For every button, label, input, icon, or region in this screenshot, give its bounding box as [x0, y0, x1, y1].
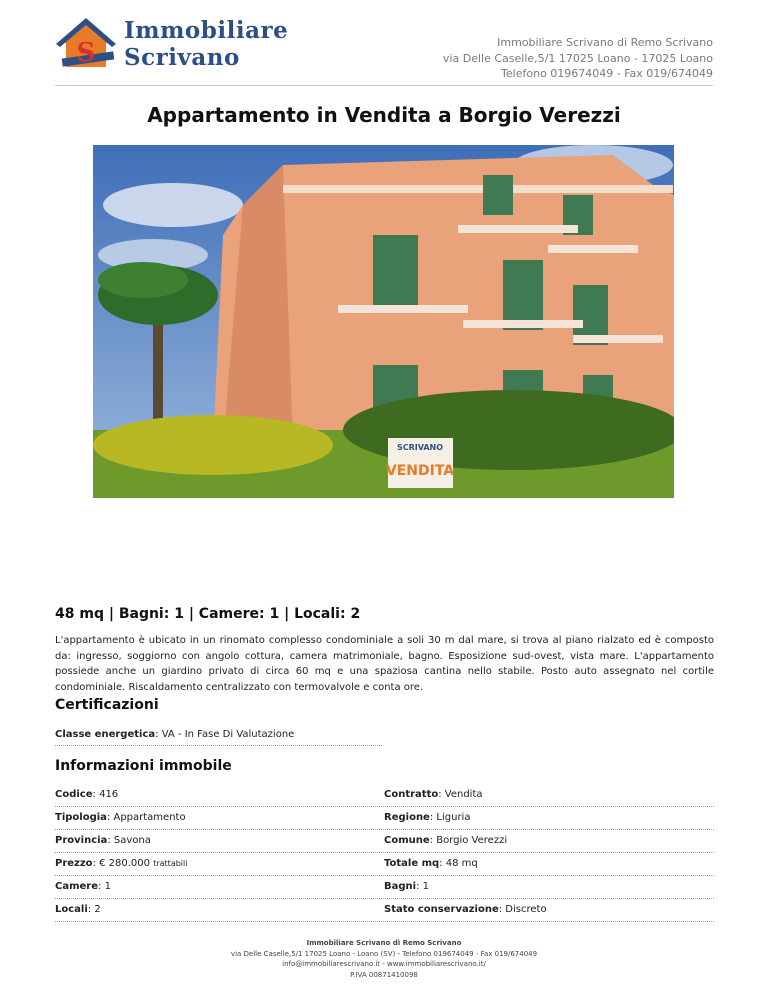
camere-row: Camere: 1: [55, 881, 111, 892]
footer-address: via Delle Caselle,5/1 17025 Loano - Loano (SV) - Telefono 019674049 - Fax 019/674049: [230, 949, 538, 958]
contratto-row: Contratto: Vendita: [384, 789, 483, 800]
locali-row: Locali: 2: [55, 904, 101, 915]
page-footer: [0, 938, 768, 980]
logo-house-icon: [56, 17, 118, 75]
page-title: Appartamento in Vendita a Borgio Verezzi: [147, 103, 621, 127]
totale-mq-row: Totale mq: 48 mq: [384, 858, 478, 869]
logo-text-line1: Immobiliare: [124, 17, 289, 44]
regione-row: Regione: Liguria: [384, 812, 471, 823]
classe-energetica-value: VA - In Fase Di Valutazione: [161, 729, 295, 740]
certificazioni-heading: Certificazioni: [55, 697, 159, 713]
property-photo: [93, 145, 674, 498]
dotted-divider: [55, 745, 382, 746]
tipologia-row: Tipologia: Appartamento: [55, 812, 186, 823]
classe-energetica-label: Classe energetica: [55, 729, 156, 740]
agency-phone: Telefono 019674049 - Fax 019/674049: [501, 67, 713, 80]
footer-vat: P.IVA 00871410098: [350, 970, 418, 979]
agency-address: via Delle Caselle,5/1 17025 Loano - 17025 Loano: [442, 51, 713, 65]
logo-text-line2: Scrivano: [124, 44, 240, 71]
bagni-row: Bagni: 1: [384, 881, 430, 892]
dotted-divider: [55, 852, 714, 853]
property-description: L'appartamento è ubicato in un rinomato complesso condominiale a soli 30 m dal mare, si trova al piano rialzato ed è composto da: ingresso, soggiorno con angolo cottura, camera matrimoniale, bagno. Esposizione sud-ovest, vista mare. L'appartamento possiede anche un giardino privato di circa 60 mq e una spaziosa cantina nello stabile. Posto auto assegnato nel cortile condominiale. Riscaldamento centralizzato con termovalvole e conta ore.: [55, 635, 714, 693]
agency-name: Immobiliare Scrivano di Remo Scrivano: [497, 36, 713, 49]
classe-energetica-row: Classe energetica: VA - In Fase Di Valutazione: [55, 729, 295, 740]
dotted-divider: [55, 875, 714, 876]
codice-row: Codice: 416: [55, 789, 119, 800]
agency-logo: [56, 17, 289, 75]
provincia-row: Provincia: Savona: [55, 835, 151, 846]
informazioni-heading: Informazioni immobile: [55, 758, 232, 774]
footer-agency-name: Immobiliare Scrivano di Remo Scrivano: [306, 939, 462, 947]
dotted-divider: [55, 806, 714, 807]
dotted-divider: [55, 898, 714, 899]
dotted-divider: [55, 829, 714, 830]
svg-text:SCRIVANO: SCRIVANO: [396, 443, 444, 452]
footer-contacts: info@immobiliarescrivano.it - www.immobiliarescrivano.it/: [282, 960, 486, 968]
header-divider: [55, 85, 713, 86]
dotted-divider: [55, 921, 714, 922]
agency-contact: [443, 35, 713, 82]
comune-row: Comune: Borgio Verezzi: [384, 835, 508, 846]
property-summary: 48 mq | Bagni: 1 | Camere: 1 | Locali: 2: [55, 606, 361, 622]
svg-text:S: S: [76, 38, 96, 68]
prezzo-row: Prezzo: € 280.000 trattabili: [55, 858, 188, 869]
stato-conservazione-row: Stato conservazione: Discreto: [384, 904, 547, 915]
svg-text:VENDITA: VENDITA: [385, 463, 455, 479]
